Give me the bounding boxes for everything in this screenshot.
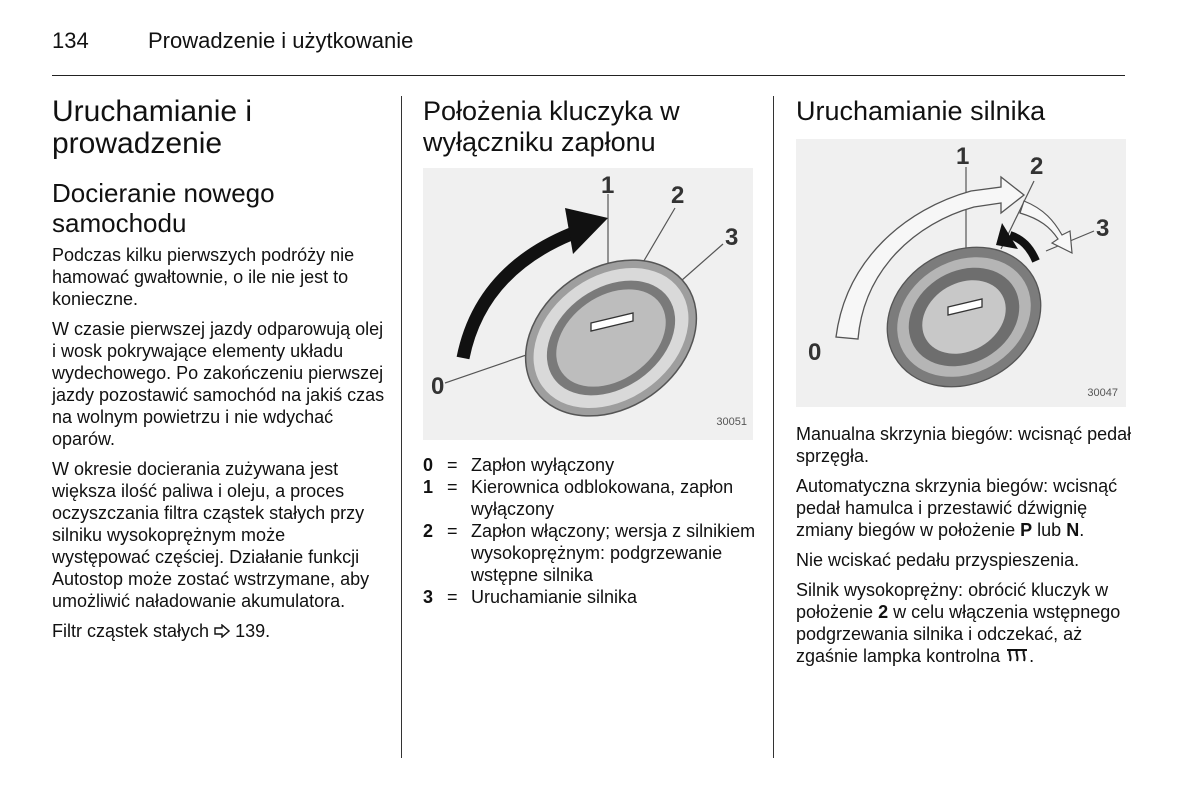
figure-label-3: 3 [1096, 215, 1110, 242]
paragraph-4 [52, 620, 388, 643]
figure-code: 30051 [716, 416, 747, 428]
header-rule [52, 75, 1125, 76]
page-number: 134 [52, 28, 89, 53]
section-heading: Położenia kluczyka w wyłączniku zapłonu [423, 96, 680, 157]
paragraph-2-connector: lub [1037, 520, 1062, 540]
legend-key: 3 [423, 587, 434, 607]
paragraph-2-end: . [1079, 520, 1085, 540]
figure-code: 30047 [1087, 387, 1118, 399]
paragraph-3: W okresie docierania zużywana jest większa ilość paliwa i oleju, a proces oczyszczania filtra cząstek stałych przy silniku wysokoprężnym może występować częściej. Działanie funkcji Autostop może zostać wstrzymane, aby umożliwić naładowanie akumulatora. [52, 459, 370, 611]
instructions [796, 423, 1132, 668]
subsection-heading: Docieranie nowego samochodu [52, 178, 275, 238]
legend-key: 2 [423, 521, 434, 541]
paragraph-4-text: Silnik wysokoprężny: obrócić kluczyk w położenie [796, 580, 1109, 622]
legend-item [423, 476, 759, 520]
paragraph-2 [796, 475, 1132, 541]
paragraph-4-rest: w celu włączenia wstępnego podgrzewania silnika i odczekać, aż zgaśnie lampka kontrolna [796, 602, 1121, 666]
column-divider-2 [773, 96, 774, 758]
legend-equals: = [447, 587, 458, 607]
legend-text: Uruchamianie silnika [471, 587, 638, 607]
section-heading: Uruchamianie i prowadzenie [52, 95, 253, 160]
figure-label-1: 1 [601, 172, 615, 199]
legend-equals: = [447, 455, 458, 475]
column-1 [52, 96, 388, 651]
legend-text: Kierownica odblokowana, zapłon wyłączony [471, 477, 734, 519]
crossref-text: Filtr cząstek stałych [52, 621, 210, 641]
column-divider-1 [401, 96, 402, 758]
figure-label-0: 0 [808, 339, 822, 366]
paragraph-1: Podczas kilku pierwszych podróży nie hamować gwałtownie, o ile nie jest to konieczne. [52, 245, 355, 309]
paragraph-3: Nie wciskać pedału przyspieszenia. [796, 550, 1080, 570]
column-3 [796, 96, 1132, 676]
legend-key: 1 [423, 477, 434, 497]
legend-text: Zapłon włączony; wersja z silnikiem wysokoprężnym: podgrzewanie wstępne silnika [471, 521, 756, 585]
legend-equals: = [447, 521, 458, 541]
legend-item [423, 586, 759, 608]
figure-label-0: 0 [431, 373, 445, 400]
running-title: Prowadzenie i użytkowanie [148, 28, 414, 53]
column-2 [423, 96, 759, 608]
positions-legend [423, 454, 759, 608]
paragraph-2: W czasie pierwszej jazdy odparowują olej i wosk pokrywające elementy układu wydechowego. Po zakończeniu pierwszej jazdy pozostawić samochód na jakiś czas na wolnym powietrzu i nie wdychać oparów. [52, 319, 385, 449]
gear-p: P [1020, 520, 1033, 540]
figure-label-2: 2 [671, 182, 685, 209]
paragraph-2-text: Automatyczna skrzynia biegów: wcisnąć pedał hamulca i przestawić dźwignię zmiany biegów w położenie [796, 476, 1118, 540]
paragraph-4 [796, 579, 1132, 668]
legend-text: Zapłon wyłączony [471, 455, 615, 475]
legend-equals: = [447, 477, 458, 497]
paragraph-4-end: . [1029, 646, 1035, 666]
legend-item [423, 520, 759, 586]
paragraph-1: Manualna skrzynia biegów: wcisnąć pedał sprzęgła. [796, 424, 1132, 466]
glow-plug-icon [1005, 646, 1029, 668]
gear-n: N [1066, 520, 1080, 540]
figure-label-3: 3 [725, 224, 739, 251]
section-heading: Uruchamianie silnika [796, 96, 1046, 126]
page-reference-link[interactable]: 139. [235, 621, 271, 641]
engine-start-illustration [796, 139, 1126, 407]
ignition-switch-illustration [423, 168, 753, 440]
figure-label-2: 2 [1030, 153, 1044, 180]
figure-label-1: 1 [956, 143, 970, 170]
engine-start-figure [796, 139, 1126, 407]
arrow-ref-icon [214, 621, 230, 643]
ignition-positions-figure [423, 168, 753, 440]
legend-item [423, 454, 759, 476]
legend-key: 0 [423, 455, 434, 475]
position-2: 2 [878, 602, 889, 622]
